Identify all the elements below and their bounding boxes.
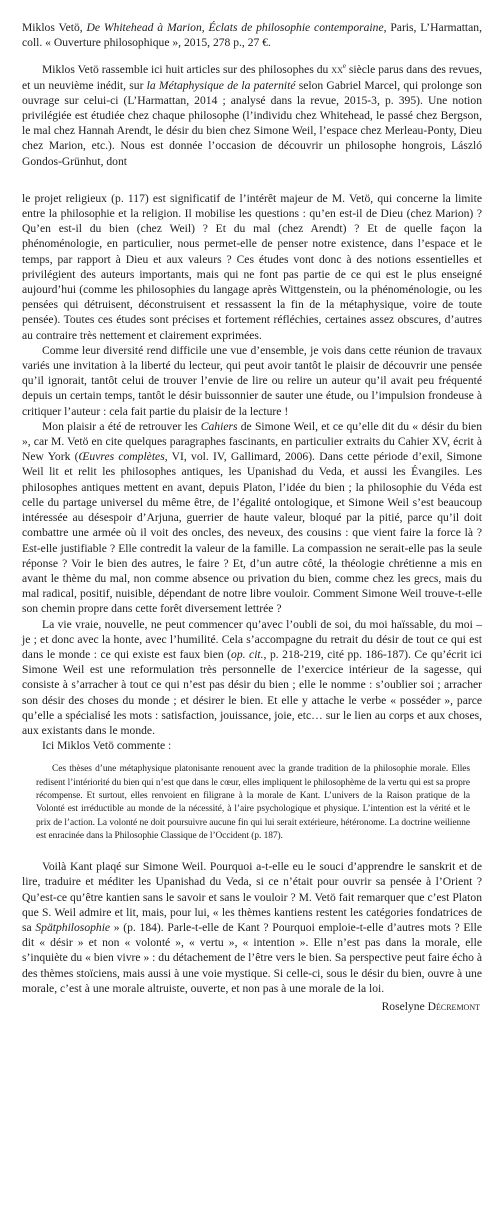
paragraph-3: Comme leur diversité rend difficile une vue d’ensemble, je vois dans cette réunion de travaux variés une invitation à la liberté du lecteur, qui peut avoir tantôt le plaisir de découvrir une pensée qu’il ignorait, tantôt celui de trouver l’envie de lire ou relire un auteur qu’il avait peu fréquenté depuis un certain temps, tantôt le désir buissonnier de sauter une étude, ou l’impulsion frondeuse à critiquer l’auteur : cela fait partie du plaisir de la lecture ! (22, 343, 482, 418)
paragraph-2: le projet religieux (p. 117) est significatif de l’intérêt majeur de M. Vetö, qui concerne la limite entre la philosophie et la religion. Il mobilise les questions : qu’en est-il de Dieu (chez Marion) ? Qu’en est-il du bien (chez Weil) ? Et du mal (chez Arendt) ? Et de quelle façon la phénoménologie, en particulier, nous permet-elle de penser notre existence, dans l’espace et le temps, par rapport à Dieu et aux valeurs ? Ces études vont donc à des notions essentielles et privilégient des auteurs importants, mais qui ne font pas partie de ce qui est le plus enseigné aujourd’hui (comme les philosophies du langage après Wittgenstein, ou la phénoménologie, ou les pensées qui détruisent, déconstruisent et ressassent la fin de la métaphysique, voire de toute pensée). Toutes ces études sont précises et fortement réfléchies, certaines assez obscures, d’autres au contraire très nettement et clairement exprimées. (22, 191, 482, 342)
book-title: De Whitehead à Marion, Éclats de philosophie contemporaine (86, 21, 384, 34)
spacer (22, 50, 482, 62)
paragraph-1: Miklos Vetö rassemble ici huit articles sur des philosophes du $xx^e$ siècle parus dans des revues, et un neuvième inédit, sur la Métaphysique de la paternité selon Gabriel Marcel, qui prolonge son ouvrage sur celui-ci (L’Harmattan, 2014 ; analysé dans la revue, 2015-3, p. 395). Une notion privilégiée est étudiée chez chaque philosophe (l’individu chez Whitehead, le passé chez Bergson, le mal chez Hannah Arendt, le désir du bien chez Simone Weil, l’espace chez Merleau-Ponty, Dieu chez Marion, etc.). Nous est donnée l’occasion de découvrir un philosophe hongrois, László Gondos-Grünhut, dont (22, 62, 482, 168)
paragraph-6: Voilà Kant plaqé sur Simone Weil. Pourquoi a-t-elle eu le souci d’apprendre le sanskrit et de lire, traduire et méditer les Upanishad du Veda, si ce n’était pour ouvrir sa pensée à l’Orient ? Qu’est-ce qu’être kantien sans le savoir et sans le vouloir ? M. Vetö fait remarquer que c’est Platon que S. Weil admire et lit, mais, pour lui, « les thèmes kantiens restent les catégories fondatrices de sa Spätphilosophie » (p. 184). Parle-t-elle de Kant ? Pourquoi emploie-t-elle d’autres mots ? Elle dit « désir » et non « volonté », « vertu », « intention ». Elle n’est pas dans la morale, elle s’inquiète du « bien vivre » : du détachement de l’être vers le bien. Sa perspective peut faire écho à des thèmes stoïciens, mais aussi à une voie mystique. Si celle-ci, sous le désir du bien, ouvre à une morale, c’est à une morale altruiste, ouverte, et non pas à une morale de la loi. (22, 860, 482, 995)
book-reference (22, 20, 482, 50)
paragraph-4: Mon plaisir a été de retrouver les Cahiers de Simone Weil, et ce qu’elle dit du « désir du bien », car M. Vetö en cite quelques paragraphes fascinants, en particulier extraits du Cahier XV, écrit à New York (Œuvres complètes, VI, vol. IV, Gallimard, 2006). Dans cette période d’exil, Simone Weil lit et relit les philosophes antiques, les Upanishad du Veda, et aussi les Évangiles. Les philosophes antiques mettent en avant, depuis Platon, l’idée du bien ; la philosophie du Véda est celle du partage universel du même être, de l’égalité ontologique, et Simone Weil s’est beaucoup intéressée au désespoir d’Arjuna, guerrier de haute valeur, bloqué par la pitié, parce qu’il doit combattre une armée où il voit des oncles, des neveux, des cousins : que vient faire la force là ? Est-elle justifiable ? Elle contredit la valeur de la famille. La compassion ne serait-elle pas la seule réponse ? Voir le bien des autres, le faire ? Et, d’un autre côté, la théologie chrétienne a mis en avant le thème du mal, non comme absence ou privation du bien, comme chez les grecs, mais du mal radical, positif, nuisible, dépendant de notre libre vouloir. Comment Simone Weil trouve-t-elle son chemin propre dans cette forêt diversement lettrée ? (22, 419, 482, 616)
page-break-gap (22, 169, 482, 191)
book-author: Miklos Vetö, (22, 21, 83, 34)
review-signature: Roselyne Décremont (381, 999, 480, 1013)
block-quote: Ces thèses d’une métaphysique platonisante renouent avec la grande tradition de la philosophie morale. Elles redisent l’intériorité du bien qui n’est que dans le cœur, elles impliquent le philosophème de la vertu qui est sa propre récompense. Et surtout, elles renvoient en filigrane à la morale de Kant. L’univers de la Raison pratique de la Volonté est irréductible au monde de la nécessité, à l’aire psychologique et physique. L’intention est la vérité et le prix de l’action. La volonté ne doit poursuivre aucune fin qui lui serait extérieure, hétéronome. La doctrine weilienne est enracinée dans la Philosophie Classique de l’Occident (p. 187). (36, 764, 470, 841)
paragraph-5: La vie vraie, nouvelle, ne peut commencer qu’avec l’oubli de soi, du moi haïssable, du moi – je ; et donc avec la honte, avec l’humilité. Cela s’accompagne du retrait du désir de tout ce qui est dans le monde : ce qui existe est faux bien (op. cit., p. 218-219, cité pp. 186-187). Ce qu’écrit ici Simone Weil est une reformulation très personnelle de l’exercice intérieur de la sagesse, qui consiste à s’arracher à tout ce qui n’est pas désir du bien ; elle le nomme : s’oublier soi ; arracher son désir des choses du monde ; et désirer le bien. Et elle y attache le verbe « posséder », parce qu’elle a spécialisé les mots : satisfaction, jouissance, joie, etc… sur le lien au corps et aux choses, aux existants dans le monde. (22, 617, 482, 737)
book-publication: , Paris, L’Harmattan, coll. « Ouverture philosophique », 2015, 278 p., 27 €. (22, 21, 482, 50)
quote-intro: Ici Miklos Vetö commente : (42, 739, 172, 753)
